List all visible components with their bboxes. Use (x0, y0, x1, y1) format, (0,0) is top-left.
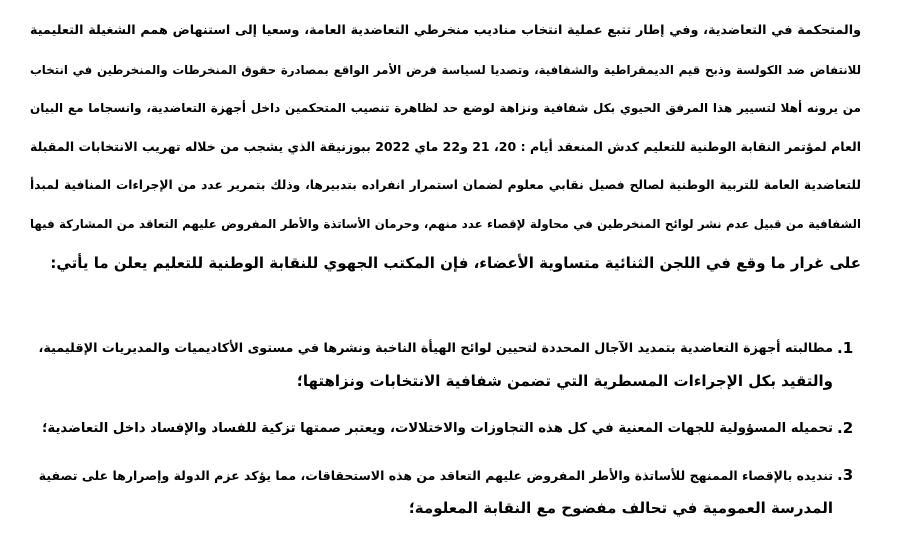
demands-list (36, 332, 861, 539)
item-number: .2 (837, 419, 854, 437)
intro-line: من يرونه أهلا لتسيير هذا المرفق الحيوي بكل شفافية ونزاهة لوضع حد لظاهرة تنصيب المتحكمين داخل أجهزة التعاضدية، وانسجاما مع البيان (30, 101, 861, 116)
item-text (36, 459, 833, 525)
item-number: .1 (837, 339, 854, 357)
list-item (36, 332, 861, 398)
item-line: والتقيد بكل الإجراءات المسطرية التي تضمن شفافية الانتخابات ونزاهتها؛ (296, 372, 833, 390)
item-number: .3 (837, 466, 854, 484)
intro-line: للتعاضدية العامة للتربية الوطنية لصالح فصيل نقابي معلوم لضمان استمرار انفراده بتدبيرها، وذلك بتمرير عدد من الإجراءات المنافية لمبدأ (30, 178, 861, 193)
list-item (36, 459, 861, 525)
intro-line: الشفافية من قبيل عدم نشر لوائح المنخرطين في محاولة لإقصاء عدد منهم، وحرمان الأساتذة والأطر المفروض عليهم التعاقد من المشاركة فيها (30, 216, 861, 231)
intro-line: والمتحكمة في التعاضدية، وفي إطار تتبع عملية انتخاب مناديب منخرطي التعاضدية العامة، وسعيا إلى استنهاض همم الشغيلة التعليمية (30, 23, 861, 38)
item-line: مطالبته أجهزة التعاضدية بتمديد الآجال المحددة لتحيين لوائح الهيأة الناخبة ونشرها في مستوى الأكاديميات والمديريات الإقليمية، (38, 341, 833, 356)
item-line: تنديده بالإقصاء الممنهج للأساتذة والأطر المفروض عليهم التعاقد من هذه الاستحقاقات، مما يؤكد عزم الدولة وإصرارها على تصفية (38, 468, 833, 483)
intro-paragraph (30, 12, 861, 282)
item-text (36, 412, 833, 445)
item-line: تحميله المسؤولية للجهات المعنية في كل هذه التجاوزات والاختلالات، ويعتبر صمتها تزكية للفساد والإفساد داخل التعاضدية؛ (42, 421, 833, 436)
intro-line: العام لمؤتمر النقابة الوطنية للتعليم كدش المنعقد أيام : 20، 21 و22 ماي 2022 ببوزنيقة الذي يشجب من خلاله تهريب الانتخابات المقبلة (30, 138, 861, 154)
intro-line: على غرار ما وقع في اللجن الثنائية متساوية الأعضاء، فإن المكتب الجهوي للنقابة الوطنية للتعليم يعلن ما يأتي: (50, 253, 861, 272)
item-line: المدرسة العمومية في تحالف مفضوح مع النقابة المعلومة؛ (408, 499, 833, 517)
list-item (36, 412, 861, 445)
item-text (36, 332, 833, 398)
intro-line: للانتفاض ضد الكولسة وذبح قيم الديمقراطية والشفافية، وتصديا لسياسة فرض الأمر الواقع بمصادرة حقوق المنخرطات والمنخرطين في انتخاب (30, 62, 861, 77)
